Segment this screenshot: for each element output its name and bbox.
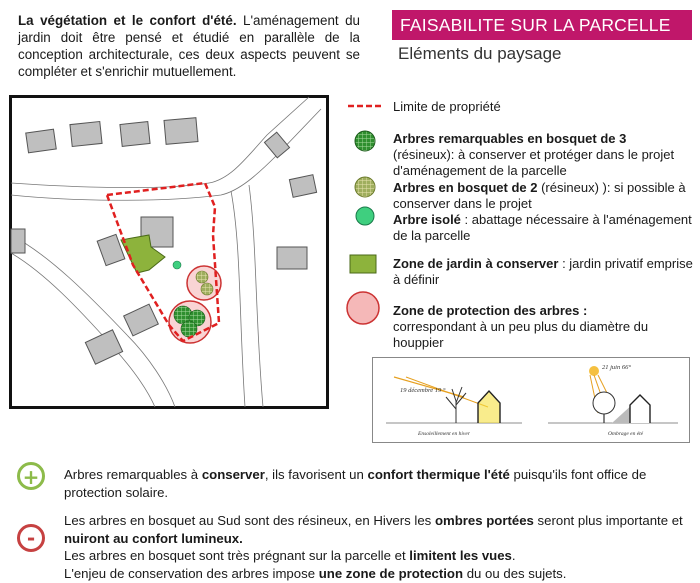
intro-text: L'aménagement du jardin doit être pensé et étudié en parallèle de la conception architecturale, ces deux aspects peuvent se compléter et s'enrichir mutuellement. — [18, 13, 360, 79]
protection-zone-icon — [345, 290, 381, 326]
note-bold: confort thermique l'été — [367, 467, 510, 482]
legend-property-limit: Limite de propriété — [393, 99, 501, 114]
tree-bosquet-2 — [196, 271, 208, 283]
note-text: , ils favorisent un — [264, 467, 368, 482]
sun-shade-sketch — [372, 357, 690, 443]
site-map — [9, 95, 329, 409]
legend-protection-text: correspondant à un peu plus du diamètre du houppier — [393, 319, 649, 350]
note-positive — [64, 466, 694, 501]
legend-trees2-text: (résineux) ): si possible à conserver dans le projet — [393, 180, 686, 211]
section-title: FAISABILITE SUR LA PARCELLE — [392, 10, 692, 40]
legend-trees2 — [393, 180, 693, 212]
note-bold: ombres portées — [434, 513, 534, 528]
legend-trees2-title: Arbres en bosquet de 2 — [393, 180, 538, 195]
legend-trees3-title: Arbres remarquables en bosquet de 3 — [393, 131, 627, 146]
legend-isolated-text: : abattage nécessaire à l'aménagement de la parcelle — [393, 212, 692, 243]
tree-bosquet-3-icon — [354, 130, 376, 152]
note-text: seront plus importante et — [533, 513, 683, 528]
legend-protection — [393, 303, 693, 351]
legend-trees3-text: (résineux): à conserver et protéger dans le projet d'aménagement de la parcelle — [393, 147, 675, 178]
legend-isolated — [393, 212, 693, 244]
note-text: puisqu'ils font office de protection solaire. — [64, 467, 647, 500]
minus-icon: - — [17, 524, 45, 552]
legend-protection-title: Zone de protection des arbres : — [393, 303, 588, 318]
tree-bosquet-2 — [201, 283, 213, 295]
tree-bosquet-2-icon — [354, 176, 376, 198]
note-text: Arbres remarquables à — [64, 467, 202, 482]
legend-trees3 — [393, 131, 693, 179]
note-text: Les arbres en bosquet au Sud sont des résineux, en Hivers les — [64, 513, 435, 528]
plus-icon: + — [17, 462, 45, 490]
winter-caption: Ensoleillement en hiver — [418, 431, 470, 437]
note-negative — [64, 512, 694, 582]
property-limit-icon — [346, 102, 386, 110]
legend-garden — [393, 256, 693, 288]
section-subtitle: Eléments du paysage — [398, 44, 562, 63]
summer-caption: Ombrage en été — [608, 431, 644, 437]
tree-bosquet-3 — [181, 321, 197, 337]
summer-sun — [589, 366, 599, 376]
intro-bold: La végétation et le confort d'été. — [18, 13, 237, 28]
garden-zone-icon — [349, 254, 377, 274]
legend-garden-text: : jardin privatif emprise à définir — [393, 256, 693, 287]
tree-isolated — [173, 261, 181, 269]
note-bold: nuiront au confort lumineux. — [64, 530, 243, 546]
intro-paragraph — [18, 12, 360, 80]
legend-isolated-title: Arbre isolé — [393, 212, 461, 227]
note-text: Les arbres en bosquet sont très prégnant sur la parcelle et — [64, 548, 410, 563]
summer-tree-crown — [593, 392, 615, 414]
tree-isolated-icon — [354, 205, 376, 227]
note-bold: limitent les vues — [409, 548, 512, 563]
legend-garden-title: Zone de jardin à conserver — [393, 256, 559, 271]
note-text: du ou des sujets. — [463, 565, 567, 581]
note-bold: une zone de protection — [318, 565, 464, 581]
summer-date: 21 juin 66° — [602, 364, 631, 371]
note-bold: conserver — [201, 467, 265, 482]
winter-date: 19 décembre 19 ° — [400, 387, 446, 394]
note-text: L'enjeu de conservation des arbres impose — [64, 565, 319, 581]
note-text: . — [511, 548, 516, 563]
